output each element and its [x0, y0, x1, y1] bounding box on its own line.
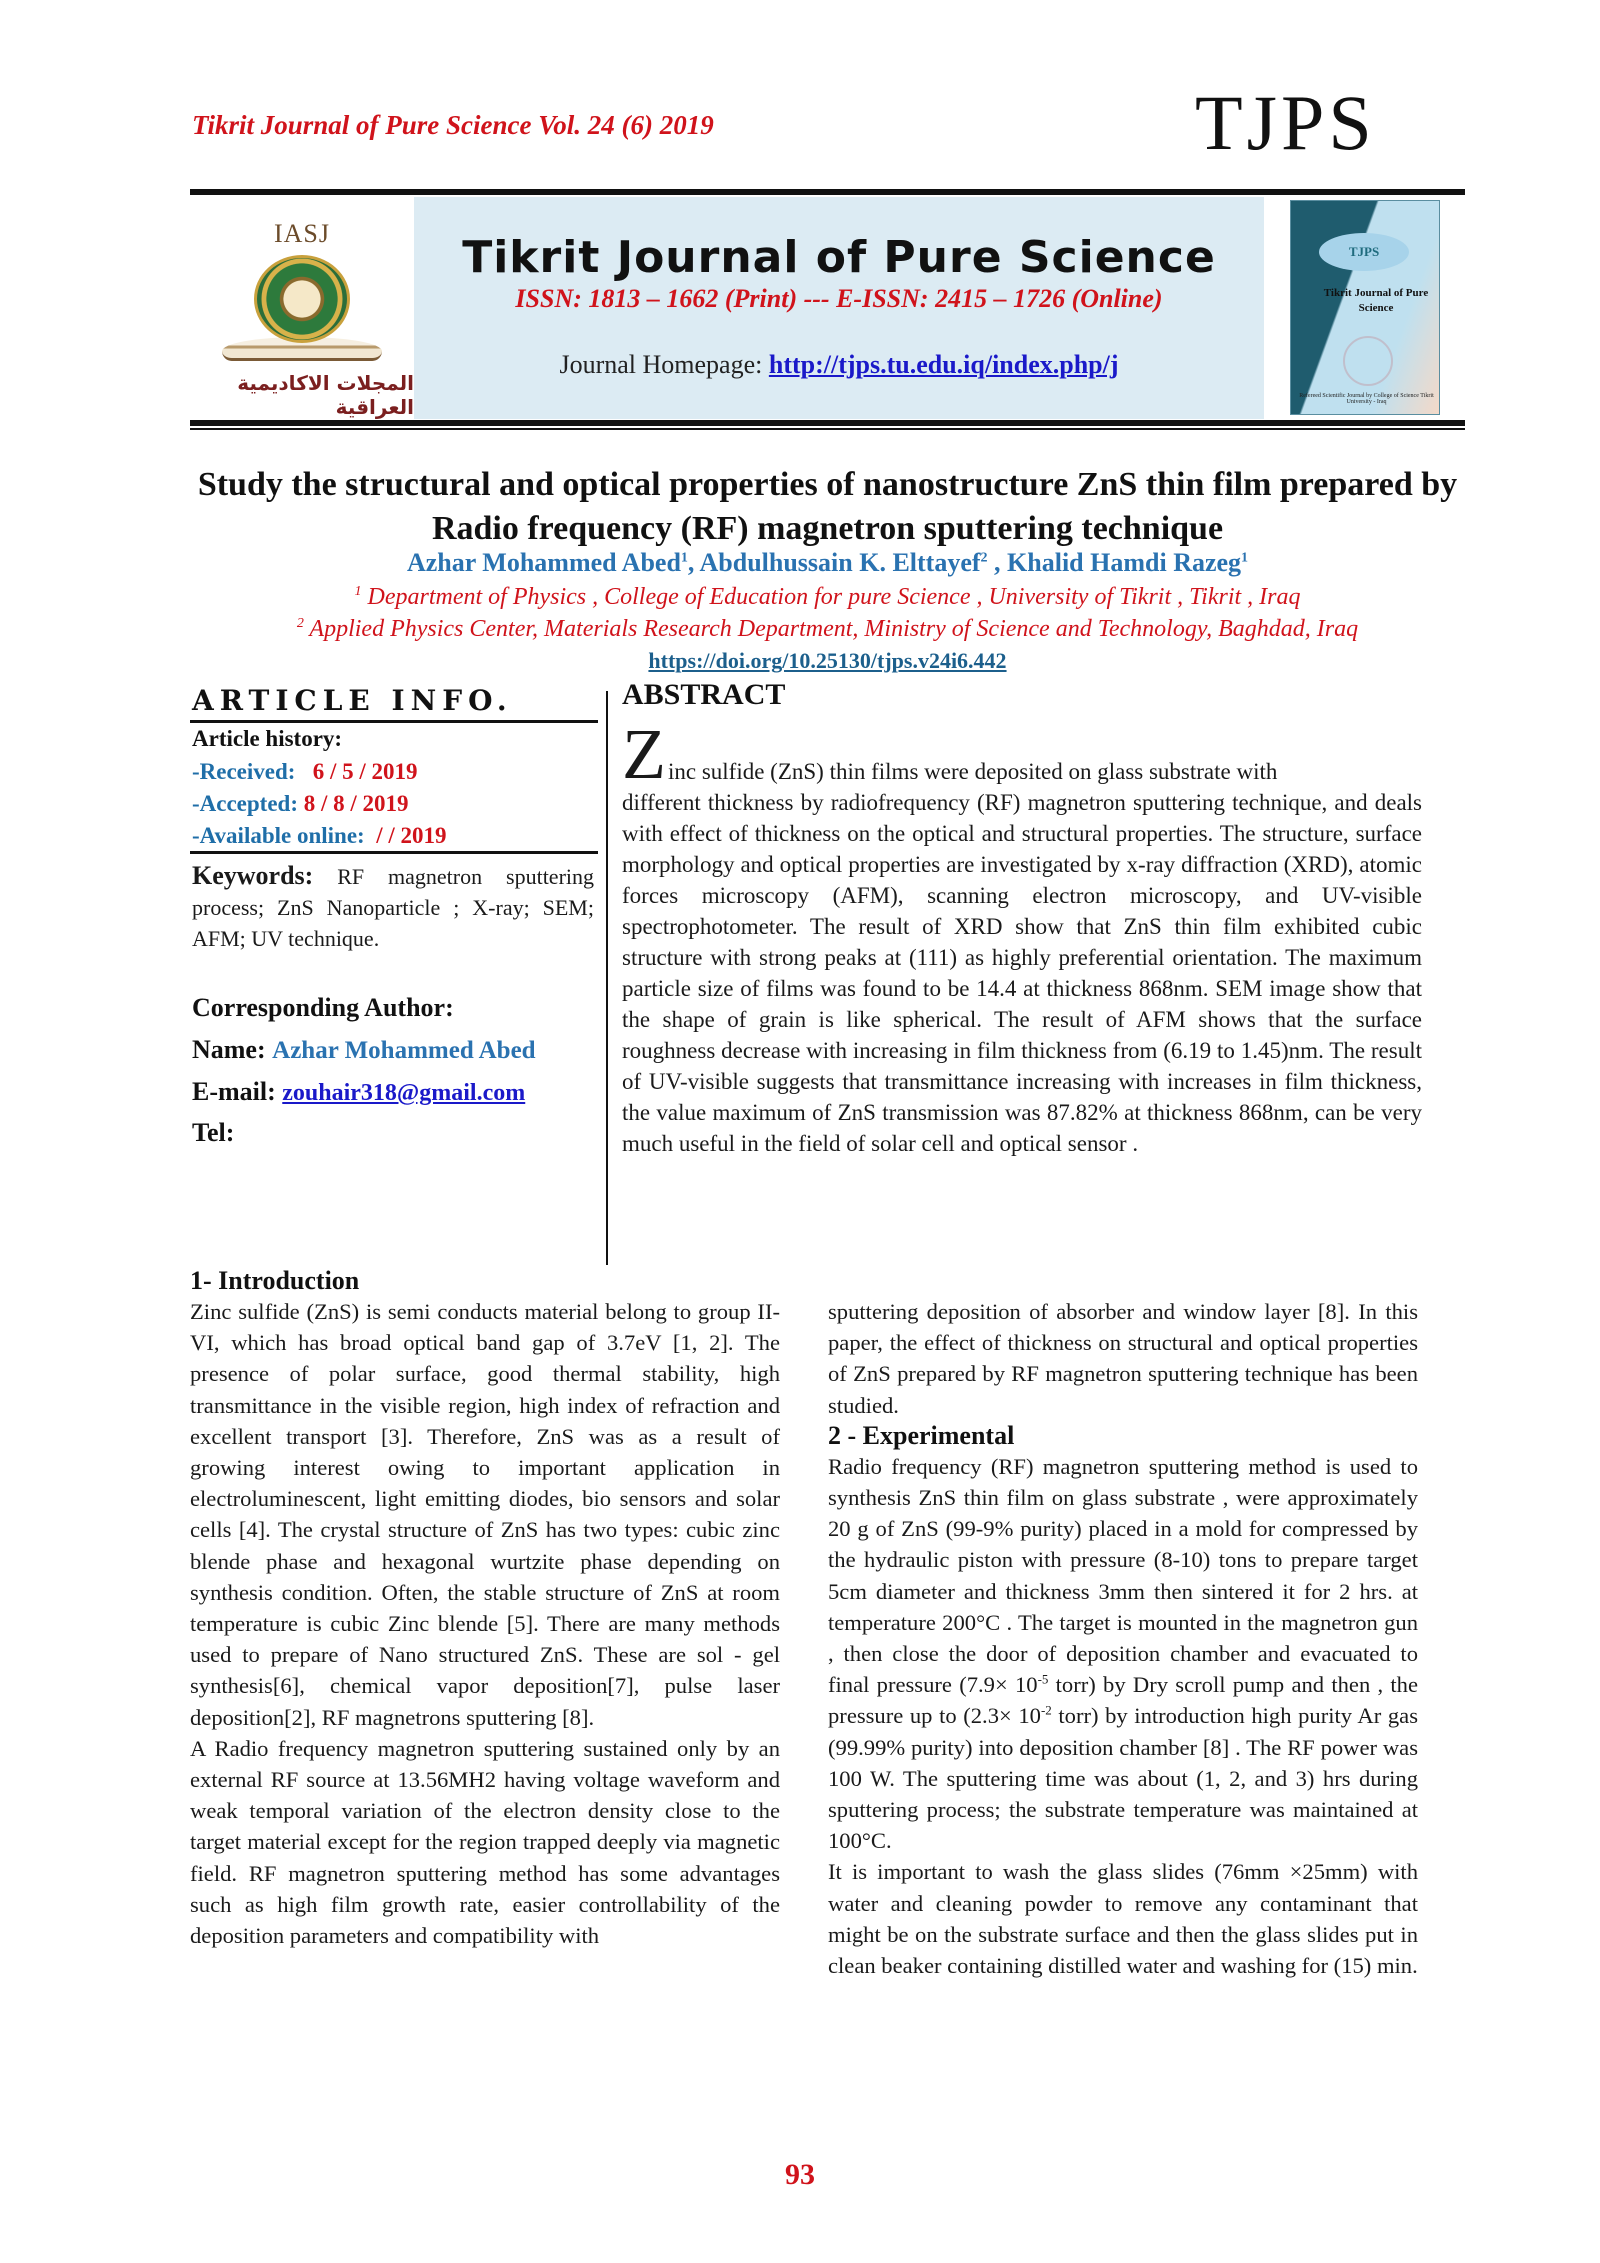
cover-title: Tikrit Journal of Pure Science: [1323, 287, 1429, 314]
banner-bottom-rule-thin: [190, 428, 1465, 430]
corresponding-author-name: Name: Azhar Mohammed Abed: [192, 1035, 536, 1064]
cover-seal-icon: [1343, 336, 1393, 386]
keywords: Keywords: RF magnetron sputtering process; ZnS Nanoparticle ; X-ray; SEM; AFM; UV technique.: [192, 861, 595, 951]
homepage-label: Journal Homepage:: [559, 350, 769, 379]
homepage-link[interactable]: http://tjps.tu.edu.iq/index.php/j: [768, 350, 1119, 379]
intro-paragraph-1: Zinc sulfide (ZnS) is semi conducts material belong to group II-VI, which has broad optical band gap of 3.7eV [1, 2]. The presence of polar surface, good thermal stability, high transmittance in the visible region, high index of refraction and excellent transport [3]. Therefore, ZnS was as a result of growing interest owing to important application in electroluminescent, light emitting diodes, bio sensors and solar cells [4]. The crystal structure of ZnS has two types: cubic zinc blende phase and hexagonal wurtzite phase depending on synthesis condition. Often, the stable structure of ZnS at room temperature is cubic Zinc blende [5]. There are many methods used to prepare of Nano structured ZnS. These are sol - gel synthesis[6], chemical vapor deposition[7], pulse laser deposition[2], RF magnetrons sputtering [8].: [190, 1299, 780, 1730]
experimental-paragraph-1: Radio frequency (RF) magnetron sputtering method is used to synthesis ZnS thin film on glass substrate , were approximately 20 g of ZnS (99-9% purity) placed in a mold for compressed by the hydraulic piston with pressure (8-10) tons to prepare target 5cm diameter and thickness 3mm then sintered it for 2 hrs. at temperature 200°C . The target is mounted in the magnetron gun , then close the door of deposition chamber and evacuated to final pressure ($7.9\times 10^{-5}$ torr) by Dry scroll pump and then , the pressure up to ($2.3\times 10^{-2}$ torr) by introduction high purity Ar gas (99.99% purity) into deposition chamber [8] . The RF power was 100 W. The sputtering time was about (1, 2, and 3) hrs during sputtering process; the substrate temperature was maintained at 100°C.: [828, 1453, 1419, 1854]
corresponding-author-label: Corresponding Author:: [192, 993, 454, 1022]
author-name: Azhar Mohammed Abed: [406, 548, 681, 577]
corresponding-author-tel: Tel:: [192, 1118, 235, 1147]
iasj-logo-text: IASJ: [273, 219, 330, 248]
article-info-rule: [190, 720, 598, 723]
accepted-date: -Accepted: 8 / 8 / 2019: [192, 791, 409, 816]
corresponding-author-email: E-mail: zouhair318@gmail.com: [192, 1077, 526, 1106]
running-header-journal: Tikrit Journal of Pure Science Vol. 24 (6) 2019: [192, 110, 714, 140]
available-online-date: -Available online: / / 2019: [192, 823, 447, 848]
author-name: Abdulhussain K. Elttayef: [699, 548, 981, 577]
article-info-heading: ARTICLE INFO.: [192, 684, 513, 717]
banner-top-rule: [190, 189, 1465, 195]
body-column-right: [828, 1296, 1418, 1981]
cover-footer: Refereed Scientific Journal by College of Science Tikrit University - Iraq: [1299, 393, 1434, 405]
email-link[interactable]: zouhair318@gmail.com: [282, 1080, 526, 1106]
experimental-paragraph-2: It is important to wash the glass slides (76mm ×25mm) with water and cleaning powder to remove any contaminant that might be on the substrate surface and then the glass slides put in clean beaker containing distilled water and washing for (15) min.: [828, 1859, 1418, 1979]
article-history-label: Article history:: [192, 726, 343, 751]
doi: [190, 648, 1465, 674]
intro-paragraph-2: A Radio frequency magnetron sputtering sustained only by an external RF source at 13.56MH2 having voltage waveform and weak temporal variation of the electron density close to the target material except for the region trapped deeply via magnetic field. RF magnetron sputtering method has some advantages such as high film growth rate, easier controllability of the deposition parameters and compatibility with: [190, 1735, 780, 1949]
page-number: 93: [785, 2158, 815, 2191]
tjps-logo-text: TJPS: [1195, 79, 1376, 166]
iasj-logo: [190, 197, 414, 419]
banner-bottom-rule: [190, 420, 1465, 426]
journal-title: Tikrit Journal of Pure Science: [462, 232, 1216, 283]
iasj-seal-icon: [254, 255, 350, 343]
author-list: Azhar Mohammed Abed$^1$, Abdulhussain K. Elttayef$^2$ , Khalid Hamdi Razeg$^1$: [406, 548, 1249, 577]
author-name: Khalid Hamdi Razeg: [1007, 548, 1242, 577]
paper-title: Study the structural and optical properties of nanostructure ZnS thin film prepared by Radio frequency (RF) magnetron sputtering technique: [197, 466, 1458, 547]
affiliation-1: $^1$ Department of Physics , College of Education for pure Science , University of Tikrit , Tikrit , Iraq: [354, 584, 1301, 610]
abstract-text: different thickness by radiofrequency (RF) magnetron sputtering technique, and deals with effect of thickness on the optical and structural properties. The structure, surface morphology and optical properties are investigated by x-ray diffraction (XRD), atomic forces microscopy (AFM), scanning electron microscopy, and UV-visible spectrophotometer. The result of XRD show that ZnS thin film exhibited cubic structure with strong peaks at (111) as highly preferential orientation. The maximum particle size of films was found to be 14.4 at thickness 868nm. SEM image show that the shape of grain is like spherical. The result of AFM shows that the surface roughness decrease with increasing in film thickness from (6.19 to 1.45)nm. The result of UV-visible suggests that transmittance increasing with increases in film thickness, the value maximum of ZnS transmission was 87.82% at thickness 868nm, can be very much useful in the field of solar cell and optical sensor .: [622, 790, 1422, 1156]
received-date: -Received: 6 / 5 / 2019: [192, 759, 418, 784]
abstract-body: [622, 716, 1422, 1159]
abstract-first-line: inc sulfide (ZnS) thin films were deposited on glass substrate with: [667, 759, 1278, 784]
affiliation-2: $^2$ Applied Physics Center, Materials Research Department, Ministry of Science and Technology, Baghdad, Iraq: [296, 616, 1359, 642]
section-heading-introduction: 1- Introduction: [190, 1266, 360, 1295]
doi-link[interactable]: https://doi.org/10.25130/tjps.v24i6.442: [648, 648, 1007, 673]
journal-cover-thumbnail: [1290, 200, 1440, 415]
abstract-dropcap: Z: [622, 714, 666, 794]
abstract-heading: ABSTRACT: [622, 678, 786, 711]
journal-issn: ISSN: 1813 – 1662 (Print) --- E-ISSN: 2415 – 1726 (Online): [515, 284, 1163, 313]
keywords-rule: [190, 851, 598, 854]
cover-badge: TJPS: [1319, 233, 1409, 271]
journal-homepage: [414, 350, 1264, 380]
column-divider: [606, 691, 608, 1265]
iasj-arabic-name: المجلات الاكاديمية العراقية: [237, 371, 414, 419]
section-heading-experimental: 2 - Experimental: [828, 1420, 1015, 1450]
intro-paragraph-2-continued: sputtering deposition of absorber and window layer [8]. In this paper, the effect of thickness on structural and optical properties of ZnS prepared by RF magnetron sputtering technique has been studied.: [828, 1299, 1418, 1418]
body-column-left: [190, 1266, 780, 1951]
